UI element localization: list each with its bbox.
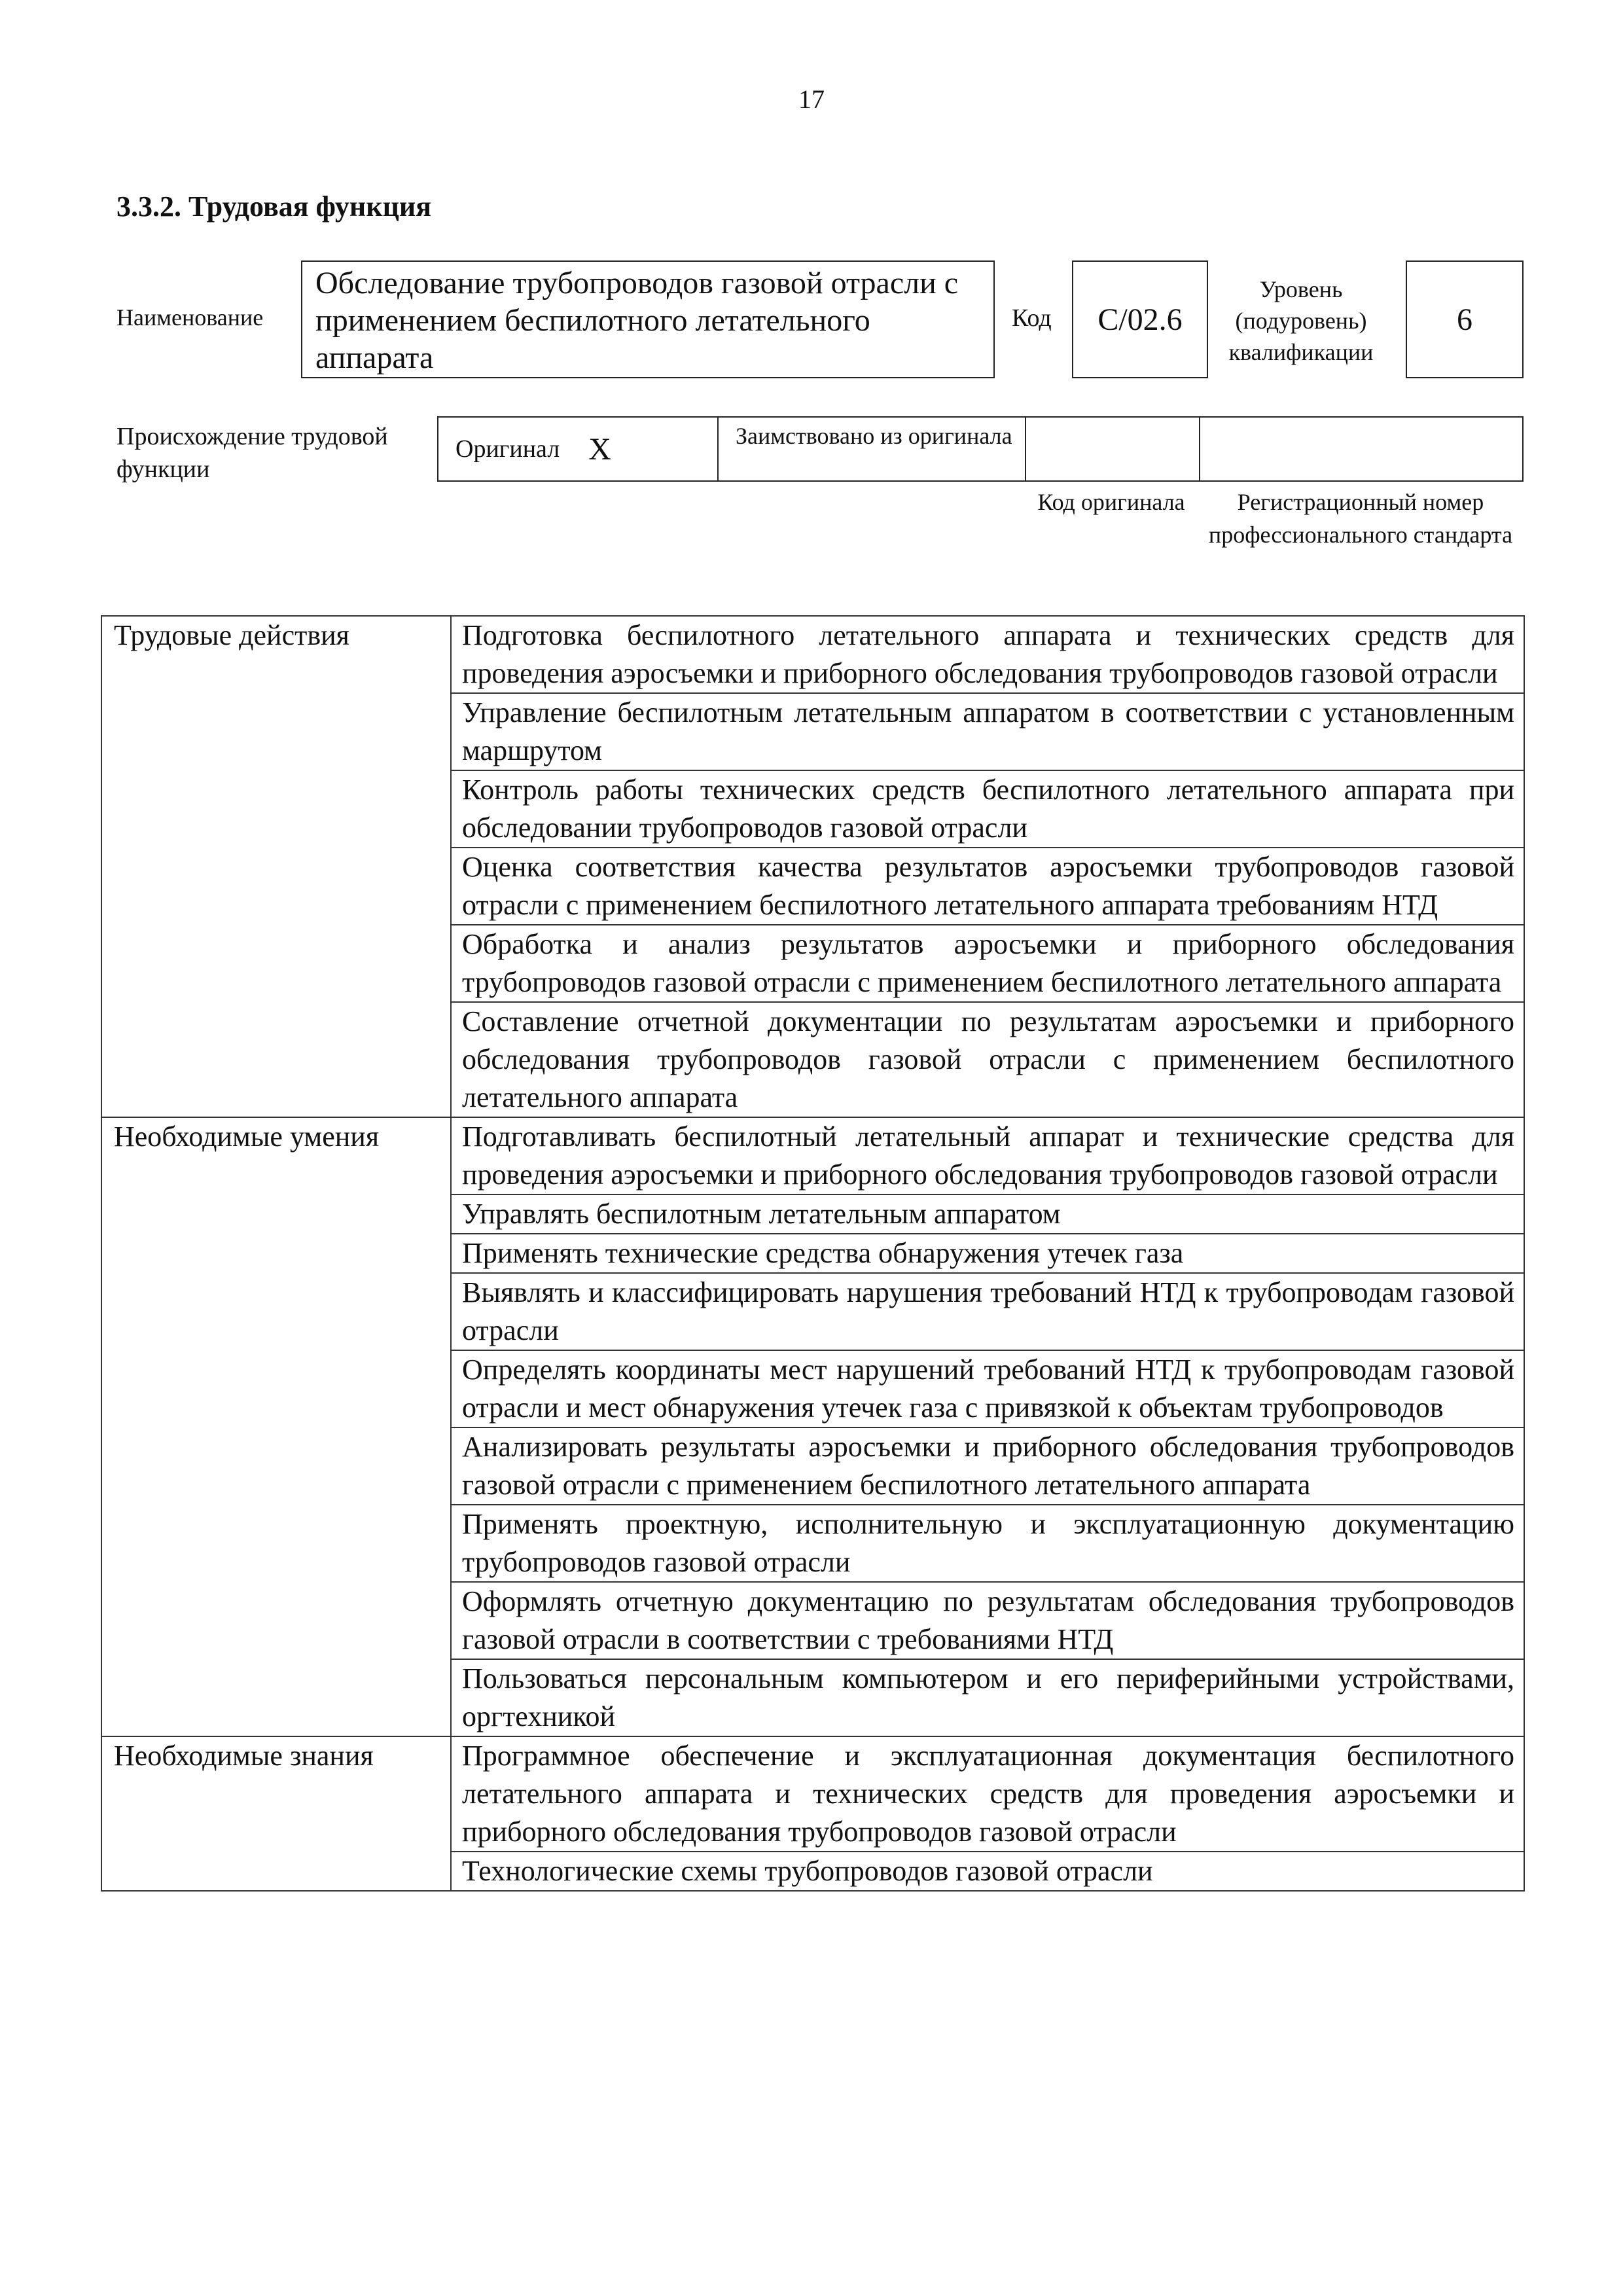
section-title-cell: Трудовые действия [101, 616, 451, 1117]
original-label: Оригинал [455, 435, 560, 463]
section-item: Определять координаты мест нарушений требований НТД к трубопроводам газовой отрасли и мест обнаружения утечек газа с привязкой к объектам трубопроводов [451, 1350, 1524, 1427]
section-item: Составление отчетной документации по результатам аэросъемки и приборного обследования трубопроводов газовой отрасли с применением беспилотного летательного аппарата [451, 1002, 1524, 1117]
origin-table [437, 416, 1524, 482]
section-item: Анализировать результаты аэросъемки и приборного обследования трубопроводов газовой отрасли с применением беспилотного летательного аппарата [451, 1427, 1524, 1505]
borrowed-cell: Заимствовано из оригинала [719, 418, 1026, 480]
section-title-cell: Необходимые знания [101, 1736, 451, 1891]
section-item: Технологические схемы трубопроводов газовой отрасли [451, 1852, 1524, 1891]
section-item: Пользоваться персональным компьютером и его периферийными устройствами, оргтехникой [451, 1659, 1524, 1736]
section-item: Управление беспилотным летательным аппаратом в соответствии с установленным маршрутом [451, 693, 1524, 770]
section-item: Управлять беспилотным летательным аппаратом [451, 1194, 1524, 1234]
section-item: Выявлять и классифицировать нарушения требований НТД к трубопроводам газовой отрасли [451, 1273, 1524, 1350]
code-original-caption: Код оригинала [1037, 489, 1185, 515]
reg-number-caption: Регистрационный номер профессионального стандарта [1208, 489, 1513, 548]
function-table-body [101, 616, 1524, 1891]
section-item: Применять проектную, исполнительную и эксплуатационную документацию трубопроводов газовой отрасли [451, 1505, 1524, 1582]
reg-number-cell [1200, 418, 1522, 480]
section-item: Оформлять отчетную документацию по результатам обследования трубопроводов газовой отрасли в соответствии с требованиями НТД [451, 1582, 1524, 1659]
level-label: Уровень (подуровень) квалификации [1228, 276, 1374, 365]
original-mark: Х [588, 431, 611, 467]
original-cell [438, 418, 719, 480]
origin-label: Происхождение трудовой функции [116, 423, 388, 483]
origin-block [0, 416, 1623, 586]
code-label: Код [1012, 304, 1052, 332]
table-row [101, 1117, 1524, 1194]
section-title-cell: Необходимые умения [101, 1117, 451, 1736]
section-item: Оценка соответствия качества результатов аэросъемки трубопроводов газовой отрасли с применением беспилотного летательного аппарата требованиям НТД [451, 848, 1524, 925]
table-row [101, 1736, 1524, 1852]
original-code-cell [1026, 418, 1200, 480]
section-item: Обработка и анализ результатов аэросъемки и приборного обследования трубопроводов газовой отрасли с применением беспилотного летательного аппарата [451, 925, 1524, 1002]
section-item: Применять технические средства обнаружения утечек газа [451, 1234, 1524, 1273]
section-item: Программное обеспечение и эксплуатационная документация беспилотного летательного аппарата и технических средств для проведения аэросъемки и приборного обследования трубопроводов газовой отрасли [451, 1736, 1524, 1852]
section-item: Контроль работы технических средств беспилотного летательного аппарата при обследовании трубопроводов газовой отрасли [451, 770, 1524, 848]
name-label: Наименование [116, 304, 264, 331]
section-title: 3.3.2. Трудовая функция [116, 190, 432, 223]
page-number: 17 [798, 84, 825, 114]
table-row [101, 616, 1524, 693]
section-item: Подготавливать беспилотный летательный аппарат и технические средства для проведения аэросъемки и приборного обследования трубопроводов газовой отрасли [451, 1117, 1524, 1194]
function-table [101, 615, 1525, 1892]
name-value-box: Обследование трубопроводов газовой отрасли с применением беспилотного летательного аппарата [301, 260, 995, 378]
level-value-box: 6 [1406, 260, 1524, 378]
function-header [0, 260, 1623, 382]
code-value-box: С/02.6 [1072, 260, 1208, 378]
section-item: Подготовка беспилотного летательного аппарата и технических средств для проведения аэросъемки и приборного обследования трубопроводов газовой отрасли [451, 616, 1524, 693]
